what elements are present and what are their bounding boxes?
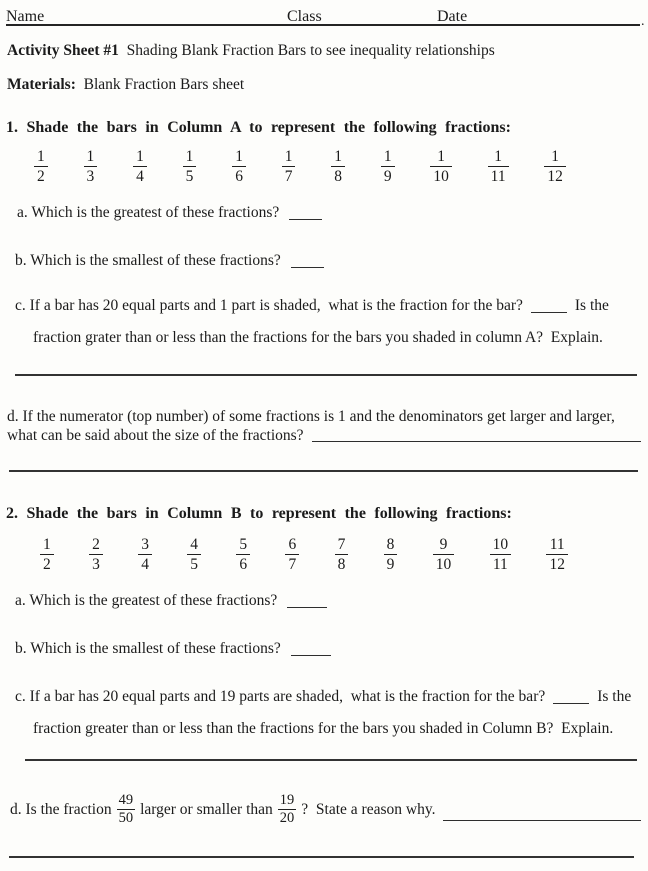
- answer-blank: [443, 806, 641, 821]
- fraction-1-10: [430, 149, 452, 186]
- fraction-numerator: 11: [549, 536, 565, 553]
- section2-heading: 2. Shade the bars in Column B to represent the following fractions:: [6, 505, 512, 522]
- fraction-denominator: 50: [118, 810, 134, 827]
- fraction-denominator: 8: [331, 166, 345, 185]
- section1-question-c-line1: [15, 295, 609, 315]
- fraction-1-5: [183, 149, 197, 186]
- answer-rule-line: [25, 759, 637, 761]
- fraction-3-4: [138, 537, 152, 574]
- section2-question-d: [10, 793, 641, 826]
- fraction-numerator: 19: [279, 792, 295, 808]
- fraction-denominator: 12: [546, 554, 568, 573]
- fraction-1-12: [544, 149, 566, 186]
- answer-blank: [291, 641, 331, 656]
- class-label: Class: [287, 8, 322, 25]
- question-text: b. Which is the smallest of these fractions?: [15, 640, 281, 657]
- question-text-line2: [7, 427, 641, 446]
- fraction-1-7: [282, 149, 296, 186]
- header-end-mark: .: [641, 14, 645, 29]
- fraction-denominator: 7: [285, 554, 299, 573]
- fraction-numerator: 5: [239, 536, 248, 553]
- fraction-4-5: [187, 537, 201, 574]
- worksheet-title: [7, 42, 495, 60]
- fraction-49-50: [117, 793, 136, 826]
- fraction-denominator: 11: [490, 554, 511, 573]
- fraction-1-8: [331, 149, 345, 186]
- answer-rule-line: [9, 856, 634, 858]
- fraction-denominator: 9: [381, 166, 395, 185]
- fraction-denominator: 6: [232, 166, 246, 185]
- fraction-numerator: 1: [235, 148, 243, 165]
- fraction-denominator: 3: [89, 554, 103, 573]
- answer-blank: [289, 205, 322, 220]
- fraction-numerator: 4: [190, 536, 199, 553]
- answer-blank: [291, 253, 324, 268]
- fraction-19-20: [278, 793, 297, 826]
- fraction-numerator: 3: [141, 536, 149, 553]
- date-label: Date: [437, 8, 468, 25]
- fraction-numerator: 8: [386, 536, 395, 553]
- fraction-numerator: 1: [334, 148, 343, 165]
- fraction-numerator: 10: [492, 536, 509, 553]
- fraction-denominator: 4: [138, 554, 152, 573]
- fraction-numerator: 1: [37, 148, 45, 165]
- name-label: Name: [6, 8, 45, 25]
- fraction-1-11: [488, 149, 509, 186]
- fraction-numerator: 7: [337, 536, 346, 553]
- fraction-numerator: 1: [494, 148, 503, 165]
- fraction-numerator: 9: [439, 536, 448, 553]
- fraction-10-11: [490, 537, 512, 574]
- question-text-end: Is the: [574, 297, 609, 314]
- fraction-5-6: [236, 537, 250, 574]
- fraction-1-4: [133, 149, 147, 186]
- fraction-denominator: 12: [544, 166, 566, 185]
- section2-question-c-line2: fraction greater than or less than the fractions for the bars you shaded in Column B? Explain.: [33, 720, 614, 737]
- fraction-denominator: 9: [384, 554, 398, 573]
- answer-rule-line: [15, 374, 637, 376]
- fraction-denominator: 5: [187, 554, 201, 573]
- question-text: larger or smaller than: [140, 800, 273, 818]
- section1-question-b: [15, 250, 324, 270]
- fraction-denominator: 10: [433, 554, 455, 573]
- fraction-1-6: [232, 149, 246, 186]
- fraction-numerator: 1: [284, 148, 293, 165]
- question-text: d. Is the fraction: [10, 800, 112, 818]
- question-text: ? State a reason why.: [301, 800, 436, 818]
- answer-blank: [531, 298, 567, 313]
- answer-blank: [553, 689, 589, 704]
- fraction-numerator: 49: [118, 792, 134, 808]
- question-text: b. Which is the smallest of these fractions?: [15, 252, 281, 269]
- fraction-denominator: 3: [84, 166, 98, 185]
- fraction-9-10: [433, 537, 455, 574]
- question-text-end: Is the: [597, 688, 632, 705]
- fraction-denominator: 11: [488, 166, 509, 185]
- fraction-denominator: 2: [34, 166, 48, 185]
- fraction-denominator: 20: [279, 810, 295, 827]
- question-text: a. Which is the greatest of these fractions?: [17, 204, 280, 221]
- fraction-11-12: [546, 537, 568, 574]
- fraction-1-2: [40, 537, 54, 574]
- fraction-1-2: [34, 149, 48, 186]
- fraction-6-7: [285, 537, 299, 574]
- fraction-denominator: 6: [236, 554, 250, 573]
- section1-heading: 1. Shade the bars in Column A to represent the following fractions:: [6, 119, 511, 136]
- question-text-line1: d. If the numerator (top number) of some fractions is 1 and the denominators get larger and larger,: [7, 408, 615, 425]
- fraction-denominator: 5: [183, 166, 197, 185]
- fraction-numerator: 1: [383, 148, 392, 165]
- section1-question-a: [17, 202, 322, 222]
- section2-question-a: [15, 590, 327, 610]
- fraction-2-3: [89, 537, 103, 574]
- title-rest: Shading Blank Fraction Bars to see inequality relationships: [118, 42, 495, 59]
- answer-rule-line: [9, 470, 638, 472]
- section2-question-b: [15, 638, 331, 658]
- section1-fraction-row: [34, 149, 566, 186]
- answer-blank: [312, 427, 641, 442]
- materials-label: Materials:: [7, 76, 76, 93]
- fraction-denominator: 2: [40, 554, 54, 573]
- fraction-denominator: 8: [335, 554, 349, 573]
- fraction-numerator: 1: [136, 148, 144, 165]
- question-text: c. If a bar has 20 equal parts and 19 parts are shaded, what is the fraction for the bar?: [15, 688, 546, 705]
- question-text: what can be said about the size of the fractions?: [7, 426, 304, 444]
- fraction-numerator: 1: [86, 148, 95, 165]
- question-text: a. Which is the greatest of these fractions?: [15, 592, 278, 609]
- question-text: c. If a bar has 20 equal parts and 1 part is shaded, what is the fraction for the bar?: [15, 297, 523, 314]
- fraction-denominator: 10: [430, 166, 452, 185]
- answer-blank: [287, 593, 327, 608]
- fraction-numerator: 1: [43, 536, 51, 553]
- fraction-1-3: [84, 149, 98, 186]
- fraction-7-8: [335, 537, 349, 574]
- section2-fraction-row: [40, 537, 568, 574]
- fraction-numerator: 6: [288, 536, 297, 553]
- fraction-numerator: 1: [437, 148, 445, 165]
- section2-question-c-line1: [15, 686, 631, 706]
- section1-question-d: [7, 408, 641, 445]
- fraction-numerator: 2: [92, 536, 100, 553]
- section1-question-c-line2: fraction grater than or less than the fractions for the bars you shaded in column A? Explain.: [33, 329, 603, 346]
- materials-line: [7, 76, 244, 94]
- header-rule-line: [6, 6, 640, 26]
- fraction-1-9: [381, 149, 395, 186]
- fraction-denominator: 4: [133, 166, 147, 185]
- fraction-denominator: 7: [282, 166, 296, 185]
- materials-value: Blank Fraction Bars sheet: [75, 76, 245, 93]
- fraction-8-9: [384, 537, 398, 574]
- title-bold: Activity Sheet #1: [7, 42, 119, 59]
- fraction-numerator: 1: [551, 148, 560, 165]
- fraction-numerator: 1: [185, 148, 194, 165]
